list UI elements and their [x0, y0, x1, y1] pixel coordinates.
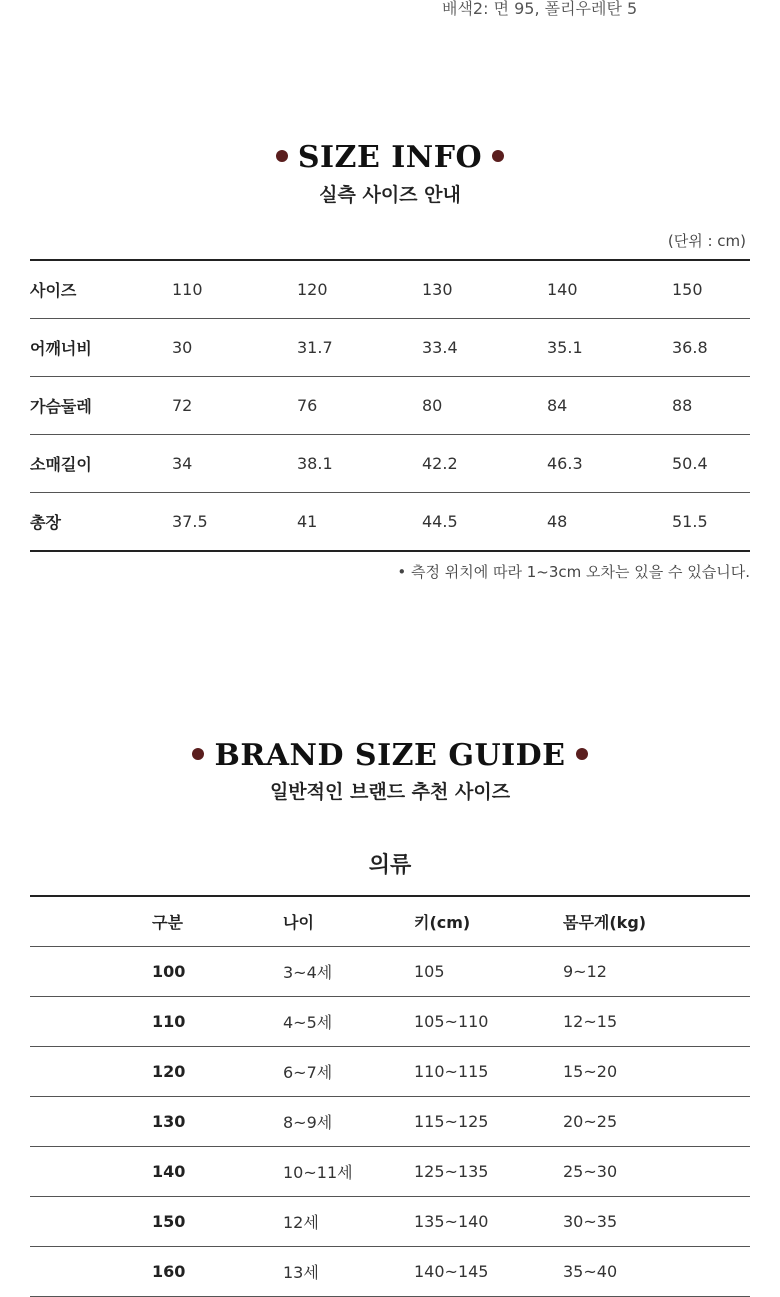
table-cell: 30 — [172, 319, 297, 377]
table-cell: 100 — [30, 947, 283, 997]
size-info-heading — [0, 140, 780, 175]
table-row — [30, 947, 750, 997]
table-cell: 25~30 — [563, 1147, 750, 1197]
table-cell: 36.8 — [672, 319, 750, 377]
table-cell: 140~145 — [414, 1247, 563, 1297]
table-cell: 72 — [172, 377, 297, 435]
table-cell: 160 — [30, 1247, 283, 1297]
table-cell: 88 — [672, 377, 750, 435]
table-cell: 120 — [30, 1047, 283, 1097]
table-cell: 30~35 — [563, 1197, 750, 1247]
row-label: 소매길이 — [30, 435, 172, 493]
table-row — [30, 1097, 750, 1147]
row-label: 사이즈 — [30, 260, 172, 319]
unit-note: (단위 : cm) — [667, 232, 746, 250]
brand-guide-subtitle: 일반적인 브랜드 추천 사이즈 — [269, 781, 511, 803]
column-header: 나이 — [283, 896, 414, 947]
row-label: 가슴둘레 — [30, 377, 172, 435]
clothing-category-title: 의류 — [368, 853, 412, 878]
table-cell: 110 — [30, 997, 283, 1047]
material-note: 배색2: 면 95, 폴리우레탄 5 — [442, 0, 638, 18]
table-cell: 13세 — [283, 1247, 414, 1297]
row-label: 어깨너비 — [30, 319, 172, 377]
table-row — [30, 1197, 750, 1247]
bullet-dot-icon — [276, 150, 288, 162]
brand-size-table — [30, 895, 750, 1297]
table-cell: 37.5 — [172, 512, 208, 531]
column-header: 키(cm) — [414, 896, 563, 947]
table-cell: 50.4 — [672, 435, 750, 493]
table-cell: 46.3 — [547, 435, 672, 493]
table-cell: 125~135 — [414, 1147, 563, 1197]
table-row — [30, 319, 750, 377]
size-info-subtitle: 실측 사이즈 안내 — [319, 184, 461, 206]
table-cell: 130 — [422, 260, 547, 319]
table-cell: 35~40 — [563, 1247, 750, 1297]
table-cell: 31.7 — [297, 319, 422, 377]
table-row — [30, 1047, 750, 1097]
table-cell: 140 — [547, 260, 672, 319]
table-cell: 44.5 — [422, 512, 458, 531]
table-row — [30, 260, 750, 319]
table-cell: 76 — [297, 377, 422, 435]
table-cell: 150 — [672, 260, 750, 319]
table-row — [30, 1247, 750, 1297]
table-cell: 33.4 — [422, 319, 547, 377]
table-cell: 41 — [297, 512, 318, 531]
column-header: 몸무게(kg) — [563, 896, 750, 947]
table-cell: 105 — [414, 947, 563, 997]
table-cell: 135~140 — [414, 1197, 563, 1247]
table-row — [30, 1147, 750, 1197]
bullet-dot-icon — [576, 748, 588, 760]
table-cell: 115~125 — [414, 1097, 563, 1147]
table-cell: 110~115 — [414, 1047, 563, 1097]
table-cell: 20~25 — [563, 1097, 750, 1147]
table-cell: 48 — [547, 512, 568, 531]
measurement-footnote: • 측정 위치에 따라 1~3cm 오차는 있을 수 있습니다. — [397, 563, 750, 581]
row-label: 총장 — [30, 513, 61, 532]
table-cell: 10~11세 — [283, 1147, 414, 1197]
table-cell: 34 — [172, 435, 297, 493]
table-row — [30, 377, 750, 435]
table-row — [30, 493, 750, 552]
table-cell: 3~4세 — [283, 947, 414, 997]
table-cell: 110 — [172, 260, 297, 319]
table-cell: 140 — [30, 1147, 283, 1197]
table-cell: 84 — [547, 377, 672, 435]
table-cell: 15~20 — [563, 1047, 750, 1097]
size-info-table — [30, 259, 750, 552]
table-cell: 51.5 — [672, 512, 708, 531]
brand-guide-title: BRAND SIZE GUIDE — [214, 738, 566, 773]
table-cell: 8~9세 — [283, 1097, 414, 1147]
table-cell: 9~12 — [563, 947, 750, 997]
table-cell: 12~15 — [563, 997, 750, 1047]
bullet-dot-icon — [492, 150, 504, 162]
table-cell: 12세 — [283, 1197, 414, 1247]
size-info-title: SIZE INFO — [297, 140, 483, 175]
table-cell: 105~110 — [414, 997, 563, 1047]
table-row — [30, 997, 750, 1047]
table-cell: 38.1 — [297, 435, 422, 493]
table-cell: 120 — [297, 260, 422, 319]
table-cell: 42.2 — [422, 435, 547, 493]
table-row — [30, 435, 750, 493]
bullet-dot-icon — [192, 748, 204, 760]
table-cell: 35.1 — [547, 319, 672, 377]
table-header-row — [30, 896, 750, 947]
table-cell: 130 — [30, 1097, 283, 1147]
table-cell: 6~7세 — [283, 1047, 414, 1097]
brand-guide-heading — [0, 738, 780, 773]
table-cell: 4~5세 — [283, 997, 414, 1047]
column-header: 구분 — [30, 896, 283, 947]
table-cell: 150 — [30, 1197, 283, 1247]
table-cell: 80 — [422, 377, 547, 435]
